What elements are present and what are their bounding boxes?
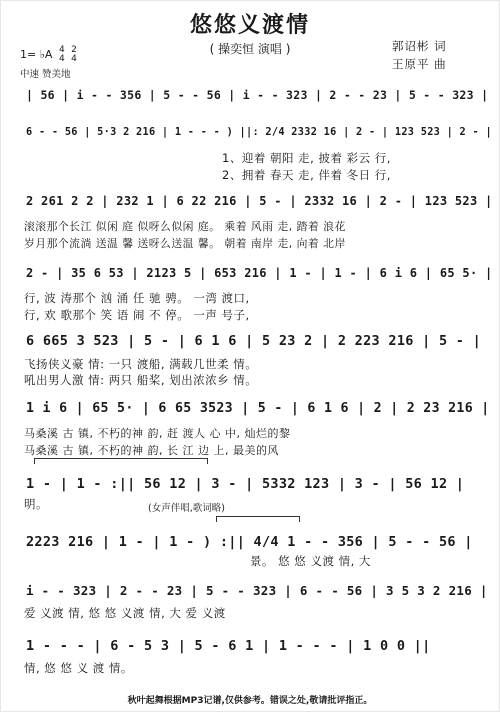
performer-credit: ( 操奕恒 演唱 ) — [209, 42, 291, 56]
notation-line-7: 1 - | 1 - :|| 56 12 | 3 - | 5332 123 | 3 - | 56 12 | — [26, 476, 465, 492]
lyric-line-2-v1: 滚滚那个长江 似闲 庭 似呀么似闲 庭。 乘着 风雨 走, 踏着 浪花 — [24, 220, 346, 233]
lyricist-credit: 郭诏彬 词 — [392, 39, 447, 53]
volta-bracket-1 — [34, 458, 208, 464]
time-signature-1 — [59, 46, 65, 64]
lyric-line-5-v2: 马桑溪 古 镇, 不朽的神 韵, 长 江 边 上, 最美的风 — [24, 444, 279, 457]
key-text: 1= ♭A — [20, 48, 53, 61]
lyric-line-5-v1: 马桑溪 古 镇, 不朽的神 韵, 赶 渡人 心 中, 灿烂的黎 — [24, 427, 291, 440]
lyric-line-3-v1: 行, 波 涛那个 汹 涌 任 驰 骋。 一湾 渡口, — [24, 291, 250, 305]
notation-line-6: 1 i 6 | 65 5· | 6 65 3523 | 5 - | 6 1 6 | 2 | 2 23 216 | — [26, 401, 490, 416]
song-title: 悠悠义渡情 — [189, 13, 310, 38]
lyric-line-1-v2: 2、拥着 春天 走, 伴着 冬日 行, — [222, 168, 391, 182]
lyric-line-6: 明。 — [24, 497, 48, 511]
lyric-line-7: 景。 悠 悠 义渡 情, 大 — [250, 554, 371, 568]
time1-bottom: 4 — [58, 54, 65, 64]
notation-line-4: 2 - | 35 6 53 | 2123 5 | 653 216 | 1 - | 1 - | 6 i 6 | 65 5· | — [26, 266, 493, 280]
volta-bracket-2 — [216, 516, 300, 522]
lyric-line-4-v2: 吼出男人激 情: 两只 船桨, 划出浓浓乡 情。 — [24, 373, 258, 387]
choir-note: (女声伴唱,歌词略) — [148, 503, 225, 514]
time2-top: 2 — [71, 45, 77, 55]
lyric-line-3-v2: 行, 欢 歌那个 笑 语 闹 不 停。 一声 号子, — [24, 308, 250, 322]
notation-line-10: 1 - - - | 6 - 5 3 | 5 - 6 1 | 1 - - - | 1 0 0 || — [26, 638, 431, 654]
tempo-marking: 中速 赞美地 — [20, 69, 71, 80]
notation-line-5: 6 665 3 523 | 5 - | 6 1 6 | 5 23 2 | 2 223 216 | 5 - | — [26, 333, 482, 349]
time2-bottom: 4 — [71, 54, 77, 64]
composer-credit: 王原平 曲 — [392, 57, 447, 71]
lyric-line-9: 情, 悠 悠 义 渡 情。 — [24, 661, 133, 675]
notation-line-8: 2223 216 | 1 - | 1 - ) :|| 4/4 1 - - 356 | 5 - - 56 | — [26, 534, 473, 550]
time1-top: 4 — [58, 45, 65, 55]
time-signature-2 — [71, 46, 77, 64]
notation-line-2: 6 - - 56 | 5·3 2 216 | 1 - - - ) ||: 2/4 2332 16 | 2 - | 123 523 | 2 - | — [26, 126, 492, 138]
lyric-line-1-v1: 1、迎着 朝阳 走, 披着 彩云 行, — [222, 151, 391, 165]
notation-line-1: | 56 | i - - 356 | 5 - - 56 | i - - 323 | 2 - - 23 | 5 - - 323 | — [26, 88, 489, 102]
key-signature — [20, 46, 77, 64]
lyric-line-2-v2: 岁月那个流淌 送温 馨 送呀么送温 馨。 朝着 南岸 走, 向着 北岸 — [24, 237, 346, 250]
lyric-line-4-v1: 飞扬侠义豪 情: 一只 渡船, 满载几世柔 情。 — [24, 357, 258, 371]
lyric-line-8: 爱 义渡 情, 悠 悠 义渡 情, 大 爱 义渡 — [24, 606, 226, 620]
notation-line-9: i - - 323 | 2 - - 23 | 5 - - 323 | 6 - - 56 | 3 5 3 2 216 | — [26, 583, 488, 598]
notation-line-3: 2 261 2 2 | 232 1 | 6 22 216 | 5 - | 2332 16 | 2 - | 123 523 | — [26, 194, 493, 208]
transcription-note: 秋叶起舞根据MP3记谱,仅供参考。错误之处,敬请批评指正。 — [127, 696, 373, 706]
